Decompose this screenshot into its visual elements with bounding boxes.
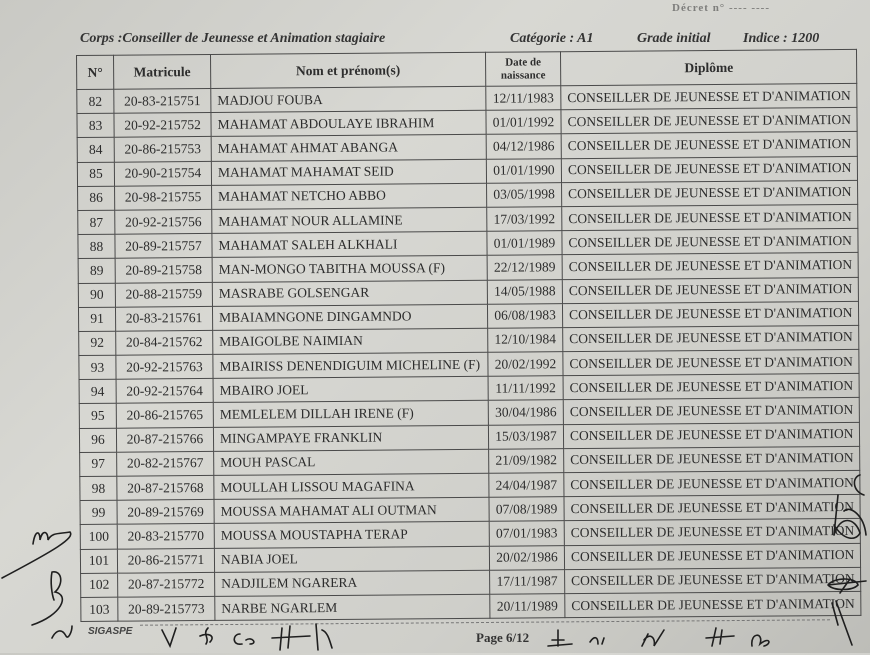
row-number: 97	[80, 452, 117, 476]
row-matricule: 20-89-215758	[115, 258, 212, 283]
row-matricule: 20-86-215753	[114, 137, 211, 162]
row-birth-date: 01/01/1989	[487, 231, 562, 256]
row-birth-date: 03/05/1998	[487, 182, 562, 207]
row-birth-date: 21/09/1982	[489, 448, 564, 473]
page-number: Page 6/12	[476, 630, 530, 645]
row-diploma: CONSEILLER DE JEUNESSE ET D'ANIMATION	[562, 253, 859, 280]
row-name: MAHAMAT NETCHO ABBO	[212, 183, 487, 209]
row-name: MAHAMAT AHMAT ABANGA	[211, 135, 486, 161]
sigaspe-label: SIGASPE	[88, 626, 133, 637]
row-number: 95	[79, 404, 116, 428]
row-birth-date: 04/12/1986	[486, 134, 561, 159]
row-birth-date: 07/08/1989	[489, 497, 564, 522]
row-birth-date: 12/10/1984	[488, 328, 563, 353]
row-name: MEMLELEM DILLAH IRENE (F)	[213, 401, 488, 427]
row-diploma: CONSEILLER DE JEUNESSE ET D'ANIMATION	[563, 374, 860, 401]
row-birth-date: 17/11/1987	[490, 569, 565, 594]
row-diploma: CONSEILLER DE JEUNESSE ET D'ANIMATION	[564, 446, 861, 473]
row-name: MOUSSA MOUSTAPHA TERAP	[214, 522, 489, 548]
row-matricule: 20-89-215773	[118, 596, 215, 621]
row-diploma: CONSEILLER DE JEUNESSE ET D'ANIMATION	[561, 132, 858, 159]
column-header-matricule: Matricule	[114, 54, 211, 89]
row-diploma: CONSEILLER DE JEUNESSE ET D'ANIMATION	[563, 349, 860, 376]
cropped-decree-reference: Décret n° ---- ----	[672, 2, 771, 14]
row-matricule: 20-82-215767	[117, 451, 214, 476]
row-birth-date: 22/12/1989	[487, 255, 562, 280]
row-name: MADJOU FOUBA	[211, 86, 486, 112]
row-name: MASRABE GOLSENGAR	[212, 280, 487, 306]
row-number: 87	[78, 210, 115, 234]
row-name: NABIA JOEL	[214, 546, 489, 572]
row-diploma: CONSEILLER DE JEUNESSE ET D'ANIMATION	[563, 325, 860, 352]
row-diploma: CONSEILLER DE JEUNESSE ET D'ANIMATION	[562, 277, 859, 304]
row-number: 86	[78, 186, 115, 210]
row-number: 92	[79, 331, 116, 355]
row-diploma: CONSEILLER DE JEUNESSE ET D'ANIMATION	[562, 204, 859, 231]
row-name: MINGAMPAYE FRANKLIN	[213, 425, 488, 451]
table-row	[81, 591, 862, 621]
row-matricule: 20-92-215752	[114, 113, 211, 138]
row-birth-date: 14/05/1988	[487, 279, 562, 304]
row-birth-date: 20/02/1986	[489, 545, 564, 570]
document-header	[80, 31, 830, 51]
column-header-nom: Nom et prénom(s)	[210, 52, 485, 88]
row-matricule: 20-83-215751	[114, 88, 211, 113]
row-matricule: 20-87-215768	[117, 475, 214, 500]
row-diploma: CONSEILLER DE JEUNESSE ET D'ANIMATION	[562, 180, 859, 207]
row-diploma: CONSEILLER DE JEUNESSE ET D'ANIMATION	[565, 567, 862, 594]
row-name: MAHAMAT SALEH ALKHALI	[212, 231, 487, 257]
row-matricule: 20-87-215766	[116, 427, 213, 452]
row-matricule: 20-87-215772	[118, 572, 215, 597]
row-matricule: 20-83-215761	[115, 306, 212, 331]
row-birth-date: 01/01/1990	[486, 158, 561, 183]
row-matricule: 20-92-215763	[116, 354, 213, 379]
row-matricule: 20-89-215757	[115, 234, 212, 259]
row-matricule: 20-86-215765	[116, 403, 213, 428]
column-header-no: N°	[77, 55, 114, 89]
date-header-line1: Date de	[505, 55, 541, 69]
grade-label: Grade initial	[637, 31, 711, 46]
row-number: 84	[77, 138, 114, 162]
row-matricule: 20-84-215762	[116, 330, 213, 355]
row-diploma: CONSEILLER DE JEUNESSE ET D'ANIMATION	[563, 398, 860, 425]
row-diploma: CONSEILLER DE JEUNESSE ET D'ANIMATION	[561, 83, 858, 110]
row-name: MBAIRISS DENENDIGUIM MICHELINE (F)	[213, 352, 488, 378]
categorie-label: Catégorie : A1	[510, 31, 594, 46]
row-matricule: 20-92-215764	[116, 379, 213, 404]
row-number: 101	[80, 549, 117, 573]
row-number: 90	[78, 283, 115, 307]
row-diploma: CONSEILLER DE JEUNESSE ET D'ANIMATION	[564, 470, 861, 497]
row-name: NARBE NGARLEM	[215, 594, 490, 620]
row-name: MOUSSA MAHAMAT ALI OUTMAN	[214, 497, 489, 523]
row-diploma: CONSEILLER DE JEUNESSE ET D'ANIMATION	[564, 543, 861, 570]
row-birth-date: 11/11/1992	[488, 376, 563, 401]
row-diploma: CONSEILLER DE JEUNESSE ET D'ANIMATION	[563, 422, 860, 449]
handwritten-signature-left-icon	[0, 500, 90, 650]
row-birth-date: 06/08/1983	[487, 303, 562, 328]
column-header-diplome: Diplôme	[560, 49, 857, 85]
row-name: MAHAMAT MAHAMAT SEID	[211, 159, 486, 185]
row-name: MBAIGOLBE NAIMIAN	[213, 328, 488, 354]
row-number: 85	[77, 162, 114, 186]
row-name: MBAIAMNGONE DINGAMNDO	[212, 304, 487, 330]
row-matricule: 20-83-215770	[117, 524, 214, 549]
row-diploma: CONSEILLER DE JEUNESSE ET D'ANIMATION	[564, 495, 861, 522]
row-number: 102	[81, 573, 118, 597]
row-number: 100	[80, 525, 117, 549]
corps-label: Corps :Conseiller de Jeunesse et Animation stagiaire	[80, 31, 386, 46]
row-birth-date: 07/01/1983	[489, 521, 564, 546]
personnel-table	[76, 49, 862, 622]
row-matricule: 20-86-215771	[117, 548, 214, 573]
row-diploma: CONSEILLER DE JEUNESSE ET D'ANIMATION	[561, 156, 858, 183]
row-name: MOUH PASCAL	[214, 449, 489, 475]
row-birth-date: 12/11/1983	[486, 86, 561, 111]
row-number: 94	[79, 379, 116, 403]
indice-label: Indice : 1200	[743, 31, 820, 46]
row-birth-date: 17/03/1992	[487, 207, 562, 232]
row-matricule: 20-88-215759	[115, 282, 212, 307]
row-diploma: CONSEILLER DE JEUNESSE ET D'ANIMATION	[565, 591, 862, 618]
row-number: 88	[78, 234, 115, 258]
row-number: 93	[79, 355, 116, 379]
row-matricule: 20-90-215754	[114, 161, 211, 186]
row-matricule: 20-98-215755	[115, 185, 212, 210]
row-birth-date: 15/03/1987	[488, 424, 563, 449]
row-matricule: 20-89-215769	[117, 500, 214, 525]
row-number: 103	[81, 597, 118, 621]
row-birth-date: 24/04/1987	[489, 473, 564, 498]
row-birth-date: 01/01/1992	[486, 110, 561, 135]
date-header-line2: naissance	[500, 68, 546, 82]
row-diploma: CONSEILLER DE JEUNESSE ET D'ANIMATION	[561, 108, 858, 135]
row-name: MAN-MONGO TABITHA MOUSSA (F)	[212, 256, 487, 282]
column-header-date-naissance	[485, 52, 560, 87]
row-number: 99	[80, 500, 117, 524]
row-diploma: CONSEILLER DE JEUNESSE ET D'ANIMATION	[562, 301, 859, 328]
row-number: 91	[78, 307, 115, 331]
row-birth-date: 20/02/1992	[488, 352, 563, 377]
row-name: MAHAMAT ABDOULAYE IBRAHIM	[211, 110, 486, 136]
row-number: 89	[78, 259, 115, 283]
row-matricule: 20-92-215756	[115, 209, 212, 234]
row-number: 96	[79, 428, 116, 452]
row-diploma: CONSEILLER DE JEUNESSE ET D'ANIMATION	[562, 228, 859, 255]
row-birth-date: 30/04/1986	[488, 400, 563, 425]
row-number: 98	[80, 476, 117, 500]
row-diploma: CONSEILLER DE JEUNESSE ET D'ANIMATION	[564, 519, 861, 546]
row-number: 83	[77, 113, 114, 137]
row-number: 82	[77, 89, 114, 113]
row-name: MAHAMAT NOUR ALLAMINE	[212, 207, 487, 233]
row-name: MBAIRO JOEL	[213, 377, 488, 403]
row-birth-date: 20/11/1989	[490, 594, 565, 619]
row-name: NADJILEM NGARERA	[215, 570, 490, 596]
handwritten-initials-footer-icon	[160, 622, 860, 653]
row-name: MOULLAH LISSOU MAGAFINA	[214, 473, 489, 499]
